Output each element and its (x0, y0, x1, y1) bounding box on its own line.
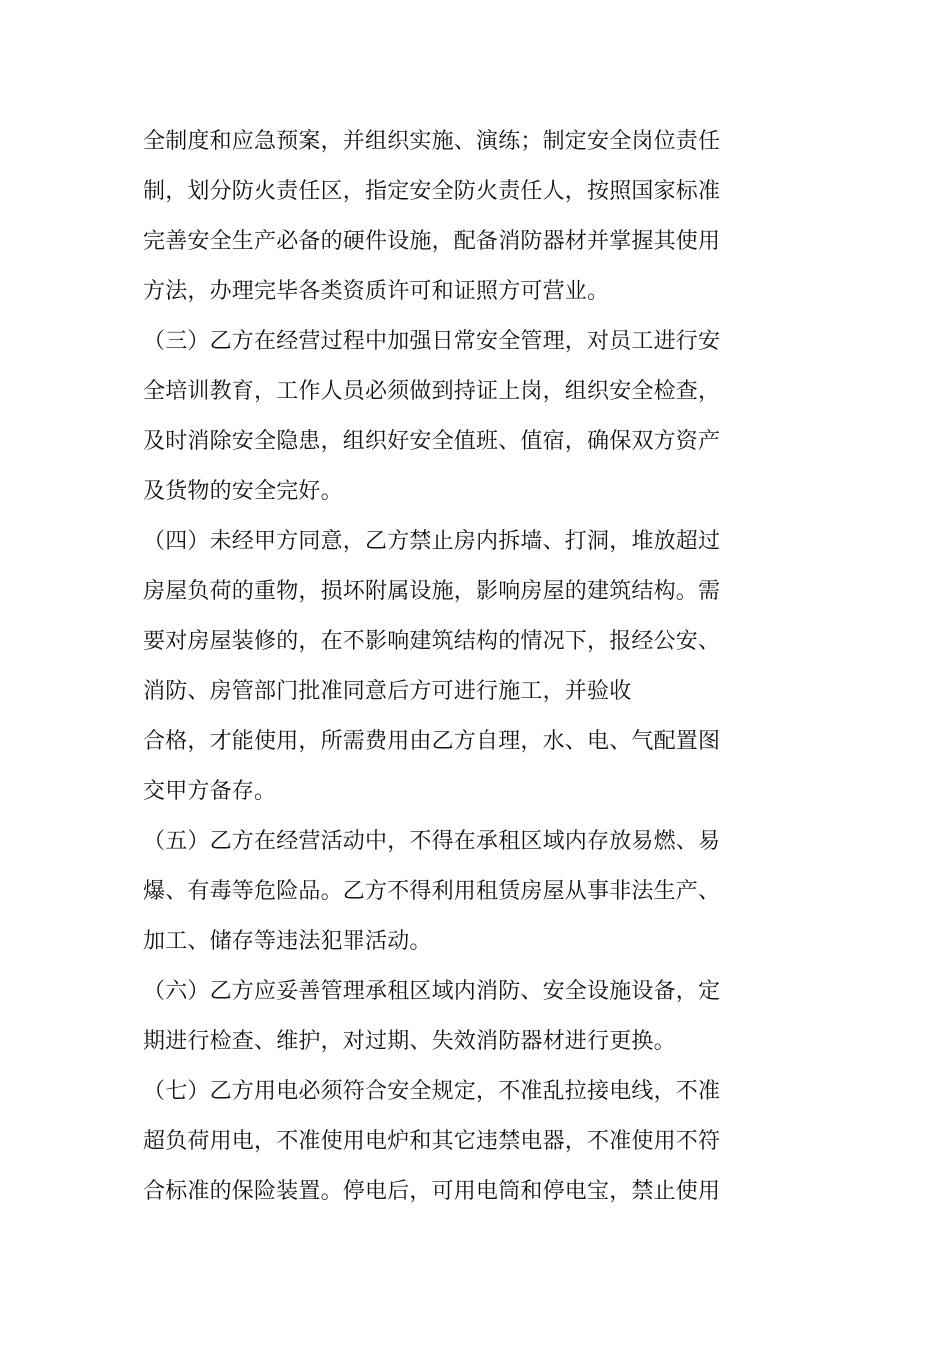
text-line-13: 合格，才能使用，所需费用由乙方自理，水、电、气配置图 (143, 729, 721, 754)
text-line-4: 方法，办理完毕各类资质许可和证照方可营业。 (143, 279, 610, 304)
text-line-1: 全制度和应急预案，并组织实施、演练；制定安全岗位责任 (143, 129, 721, 154)
text-line-9: （四）未经甲方同意，乙方禁止房内拆墙、打洞，堆放超过 (143, 529, 721, 554)
text-line-8: 及货物的安全完好。 (143, 479, 343, 504)
text-line-7: 及时消除安全隐患，组织好安全值班、值宿，确保双方资产 (143, 429, 721, 454)
text-line-3: 完善安全生产必备的硬件设施，配备消防器材并掌握其使用 (143, 229, 721, 254)
text-line-12: 消防、房管部门批准同意后方可进行施工，并验收 (143, 679, 632, 704)
text-line-17: 加工、储存等违法犯罪活动。 (143, 929, 432, 954)
text-line-18: （六）乙方应妥善管理承租区域内消防、安全设施设备，定 (143, 979, 721, 1004)
text-line-22: 合标准的保险装置。停电后，可用电筒和停电宝，禁止使用 (143, 1179, 721, 1204)
text-line-2: 制，划分防火责任区，指定安全防火责任人，按照国家标准 (143, 179, 721, 204)
text-line-21: 超负荷用电，不准使用电炉和其它违禁电器，不准使用不符 (143, 1129, 721, 1154)
text-line-5: （三）乙方在经营过程中加强日常安全管理，对员工进行安 (143, 329, 721, 354)
text-line-11: 要对房屋装修的，在不影响建筑结构的情况下，报经公安、 (143, 629, 721, 654)
text-line-16: 爆、有毒等危险品。乙方不得利用租赁房屋从事非法生产、 (143, 879, 721, 904)
text-line-19: 期进行检查、维护，对过期、失效消防器材进行更换。 (143, 1029, 676, 1054)
text-line-20: （七）乙方用电必须符合安全规定，不准乱拉接电线，不准 (143, 1079, 721, 1104)
text-line-10: 房屋负荷的重物，损坏附属设施，影响房屋的建筑结构。需 (143, 579, 721, 604)
text-line-15: （五）乙方在经营活动中，不得在承租区域内存放易燃、易 (143, 829, 721, 854)
text-line-6: 全培训教育，工作人员必须做到持证上岗，组织安全检查， (143, 379, 721, 404)
text-line-14: 交甲方备存。 (143, 779, 277, 804)
